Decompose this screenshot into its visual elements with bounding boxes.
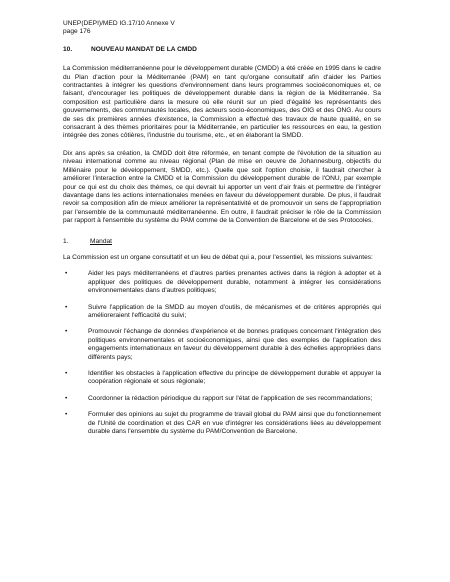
- paragraph-intro: La Commission méditerranéenne pour le développement durable (CMDD) a été créée en 1995 dans le cadre du Plan d'action pour la Méditerranée (PAM) en tant qu'organe consultatif afin d'aider les Parties contractantes à intégrer les questions d'environnement dans leurs programmes socioéconomiques et, ce faisant, d'encourager les politiques de développement durable dans la région de la Méditerranée. Sa composition est particulière dans la mesure où elle réunit sur un pied d'égalité les représentants des gouvernements, des communautés locales, des acteurs socio-économiques, des OIG et des ONG. Au cours de ses dix premières années d'existence, la Commission a effectué des travaux de haute qualité, en se consacrant à des thèmes prioritaires pour la Méditerranée, en particulier les ressources en eau, la gestion intégrée des zones côtières, l'industrie du tourisme, etc., et en élaborant la SMDD.: [63, 65, 381, 140]
- bullet-icon: •: [65, 270, 68, 278]
- section-title: NOUVEAU MANDAT DE LA CMDD: [91, 45, 197, 53]
- list-item: [63, 304, 381, 321]
- list-item-text: Suivre l'application de la SMDD au moyen d'outils, de mécanismes et de critères appropriés qui amélioreraient l'efficacité du suivi;: [88, 303, 381, 319]
- bullet-icon: •: [65, 370, 68, 377]
- bullet-icon: •: [65, 303, 68, 311]
- page-number: page 176: [63, 28, 91, 36]
- list-item-text: Formuler des opinions au sujet du programme de travail global du PAM ainsi que du fonctionnement de l'Unité de coordination et des CAR en vue d'intégrer les considérations liées au développement durable dans l'ensemble du système du PAM/Convention de Barcelone.: [88, 411, 381, 436]
- section-number: 10.: [63, 45, 73, 53]
- list-item: [63, 411, 381, 436]
- bullet-icon: •: [65, 411, 68, 419]
- list-item-text: Coordonner la rédaction périodique du rapport sur l'état de l'application de ses recommandations;: [88, 394, 373, 402]
- list-item-text: Identifier les obstacles à l'application effective du principe de développement durable et appuyer la coopération régionale et sous régionale;: [88, 370, 381, 386]
- document-page: [63, 20, 381, 444]
- missions-list: [63, 270, 381, 436]
- list-item: [63, 328, 381, 362]
- subsection-title: Mandat: [90, 237, 112, 245]
- subsection-number: 1.: [63, 237, 69, 245]
- section-heading: [63, 46, 381, 54]
- document-reference: UNEP(DEPI)/MED IG.17/10 Annexe V: [63, 20, 175, 27]
- list-item-text: Aider les pays méditerranéens et d'autres parties prenantes actives dans la région à adopter et à appliquer des politiques de développement durable, notamment à intégrer les considérations environnementales dans d'autres politiques;: [88, 270, 381, 295]
- list-item: [63, 270, 381, 295]
- bullet-icon: •: [65, 328, 68, 336]
- list-item: [63, 395, 381, 403]
- page-header: [63, 20, 381, 37]
- list-item: [63, 370, 381, 387]
- bullet-icon: •: [65, 394, 68, 402]
- list-item-text: Promouvoir l'échange de données d'expérience et de bonnes pratiques concernant l'intégration des politiques environnementales et socioéconomiques, ainsi que des exemples de l'application des engagements internationaux en faveur du développement durable à des échelles appropriées dans différents pays;: [88, 328, 381, 361]
- paragraph-reform: Dix ans après sa création, la CMDD doit être réformée, en tenant compte de l'évolution de la situation au niveau international comme au niveau régional (Plan de mise en oeuvre de Johannesburg, objectifs du Millénaire pour le développement, SMDD, etc.). Quelle que soit l'option choisie, il faudrait chercher à améliorer l'interaction entre la CMDD et la Commission du développement durable de l'ONU, par exemple pour ce qui est du choix des thèmes, ce qui devrait lui apporter un vent d'air frais et permettre de l'intégrer davantage dans les actions internationales menées en faveur du développement durable. De plus, il faudrait revoir sa composition afin de mieux améliorer la représentativité et de promouvoir un sens de l'appropriation par l'ensemble de la communauté méditerranéenne. En outre, il faudrait préciser le rôle de la Commission par rapport à l'ensemble du système du PAM comme de la Convention de Barcelone et de ses Protocoles.: [63, 149, 381, 225]
- subsection-heading: [63, 238, 381, 246]
- paragraph-missions: La Commission est un organe consultatif et un lieu de débat qui a, pour l'essentiel, les missions suivantes:: [63, 253, 373, 261]
